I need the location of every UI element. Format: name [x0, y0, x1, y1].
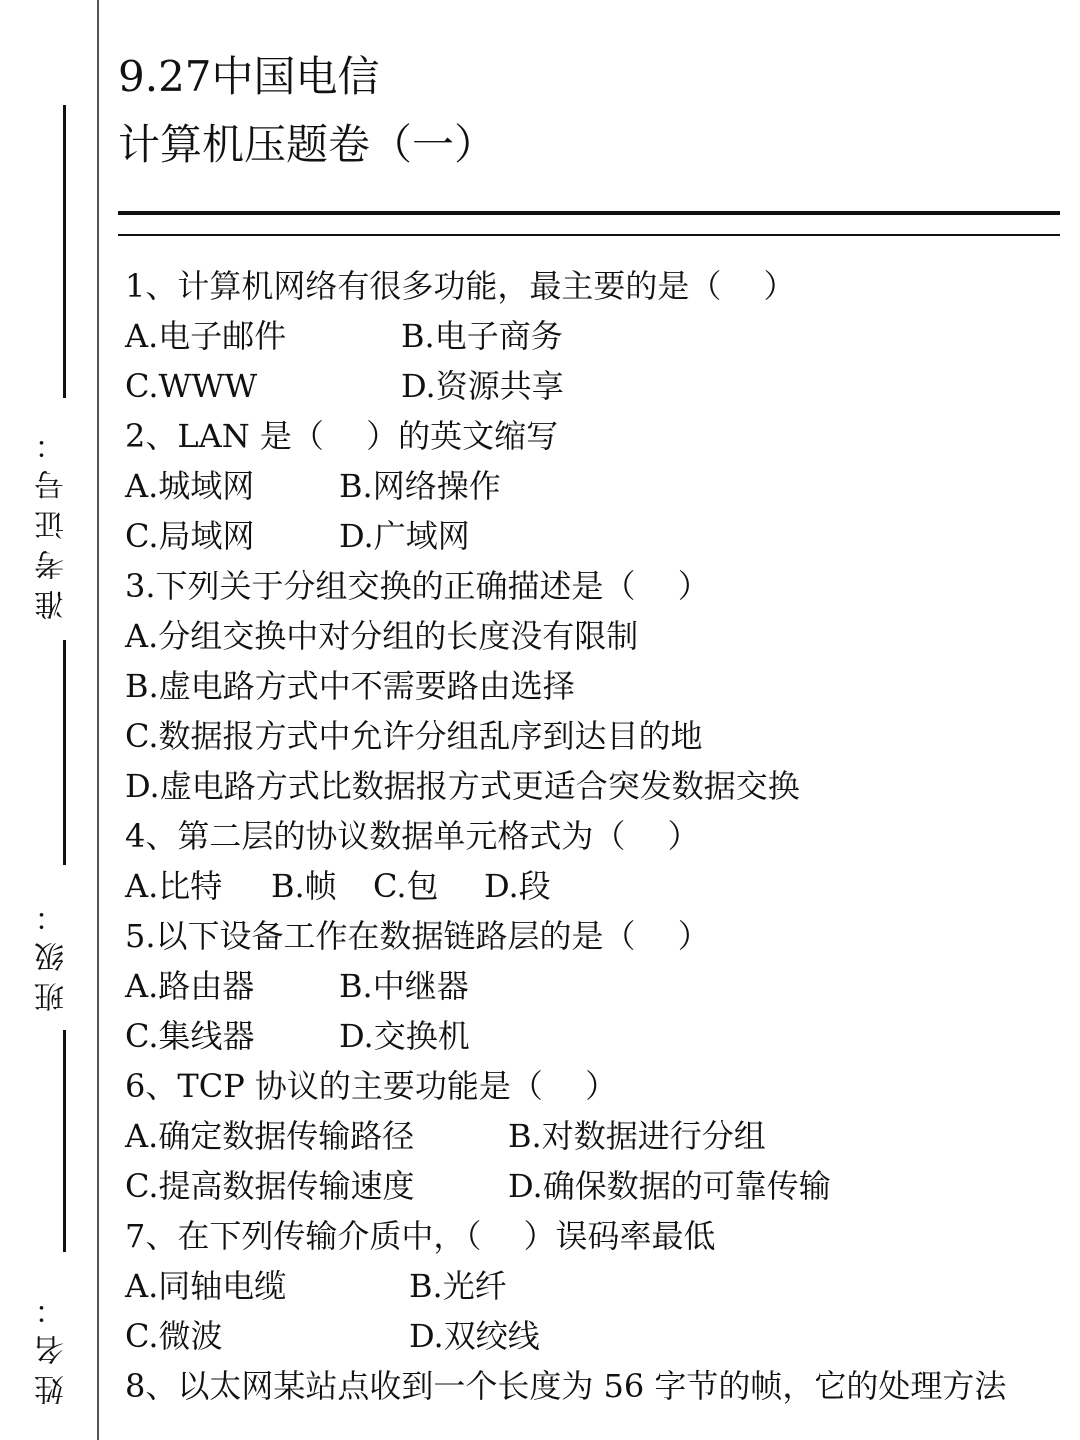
title-line-2: 计算机压题卷（一）: [118, 120, 497, 169]
question-5-options-row-2: [125, 1011, 1060, 1061]
question-5-stem: 5.以下设备工作在数据链路层的是（ ）: [125, 917, 710, 955]
question-1-option-b: B.电子商务: [401, 317, 563, 355]
question-6-stem: 6、TCP 协议的主要功能是（ ）: [125, 1067, 618, 1105]
name-field-line: [63, 1030, 66, 1252]
question-2-option-a: A.城域网: [125, 467, 255, 505]
question-5-option-a: A.路由器: [125, 967, 255, 1005]
question-1-option-a: A.电子邮件: [125, 317, 287, 355]
class-label: 班级：: [35, 892, 70, 1013]
question-4-option-a: A.比特: [125, 867, 223, 905]
header-rule-thin: [118, 234, 1060, 236]
question-5-option-c: C.集线器: [125, 1017, 255, 1055]
question-1-stem: 1、计算机网络有很多功能，最主要的是（ ）: [125, 267, 796, 305]
question-2-options-row-2: [125, 511, 1060, 561]
question-7-option-b: B.光纤: [409, 1267, 507, 1305]
question-5-option-b: B.中继器: [339, 967, 469, 1005]
question-7-stem: 7、在下列传输介质中，（ ）误码率最低: [125, 1217, 716, 1255]
question-7-option-c: C.微波: [125, 1317, 223, 1355]
question-2-option-b: B.网络操作: [339, 467, 501, 505]
question-6-options-row-2: [125, 1161, 1060, 1211]
question-1-option-c: C.WWW: [125, 367, 258, 405]
margin-divider: [97, 0, 99, 1440]
question-4-option-c: C.包: [373, 867, 439, 905]
name-label: 姓名：: [35, 1285, 70, 1405]
question-6-option-d: D.确保数据的可靠传输: [508, 1167, 831, 1205]
header-rule-thick: [118, 211, 1060, 215]
title-line-1: 9.27中国电信: [118, 52, 380, 101]
question-6-option-b: B.对数据进行分组: [508, 1117, 766, 1155]
question-5-options-row-1: [125, 961, 1060, 1011]
question-7-options-row-2: [125, 1311, 1060, 1361]
question-8-stem: 8、以太网某站点收到一个长度为 56 字节的帧，它的处理方法: [125, 1367, 1007, 1405]
question-4-options-row: [125, 861, 1060, 911]
question-1-option-d: D.资源共享: [401, 367, 564, 405]
exam-id-label: 准考证号：: [35, 420, 70, 620]
question-3-option-d: D.虚电路方式比数据报方式更适合突发数据交换: [125, 767, 800, 805]
question-3-option-c: C.数据报方式中允许分组乱序到达目的地: [125, 717, 703, 755]
question-2-stem: 2、LAN 是（ ）的英文缩写: [125, 417, 559, 455]
question-1-options-row-1: [125, 311, 1060, 361]
question-3-stem: 3.下列关于分组交换的正确描述是（ ）: [125, 567, 710, 605]
question-2-option-c: C.局域网: [125, 517, 255, 555]
question-3-option-a: A.分组交换中对分组的长度没有限制: [125, 617, 639, 655]
question-4-stem: 4、第二层的协议数据单元格式为（ ）: [125, 817, 700, 855]
question-6-option-a: A.确定数据传输路径: [125, 1117, 415, 1155]
question-7-option-a: A.同轴电缆: [125, 1267, 287, 1305]
question-3-option-b: B.虚电路方式中不需要路由选择: [125, 667, 575, 705]
question-2-options-row-1: [125, 461, 1060, 511]
question-2-option-d: D.广域网: [339, 517, 470, 555]
question-6-options-row-1: [125, 1111, 1060, 1161]
exam-id-field-line: [63, 105, 66, 398]
question-1-options-row-2: [125, 361, 1060, 411]
question-7-option-d: D.双绞线: [409, 1317, 540, 1355]
question-6-option-c: C.提高数据传输速度: [125, 1167, 415, 1205]
question-5-option-d: D.交换机: [339, 1017, 470, 1055]
question-list: [125, 261, 1060, 1411]
question-7-options-row-1: [125, 1261, 1060, 1311]
question-4-option-b: B.帧: [271, 867, 337, 905]
class-field-line: [63, 640, 66, 865]
question-4-option-d: D.段: [484, 867, 551, 905]
